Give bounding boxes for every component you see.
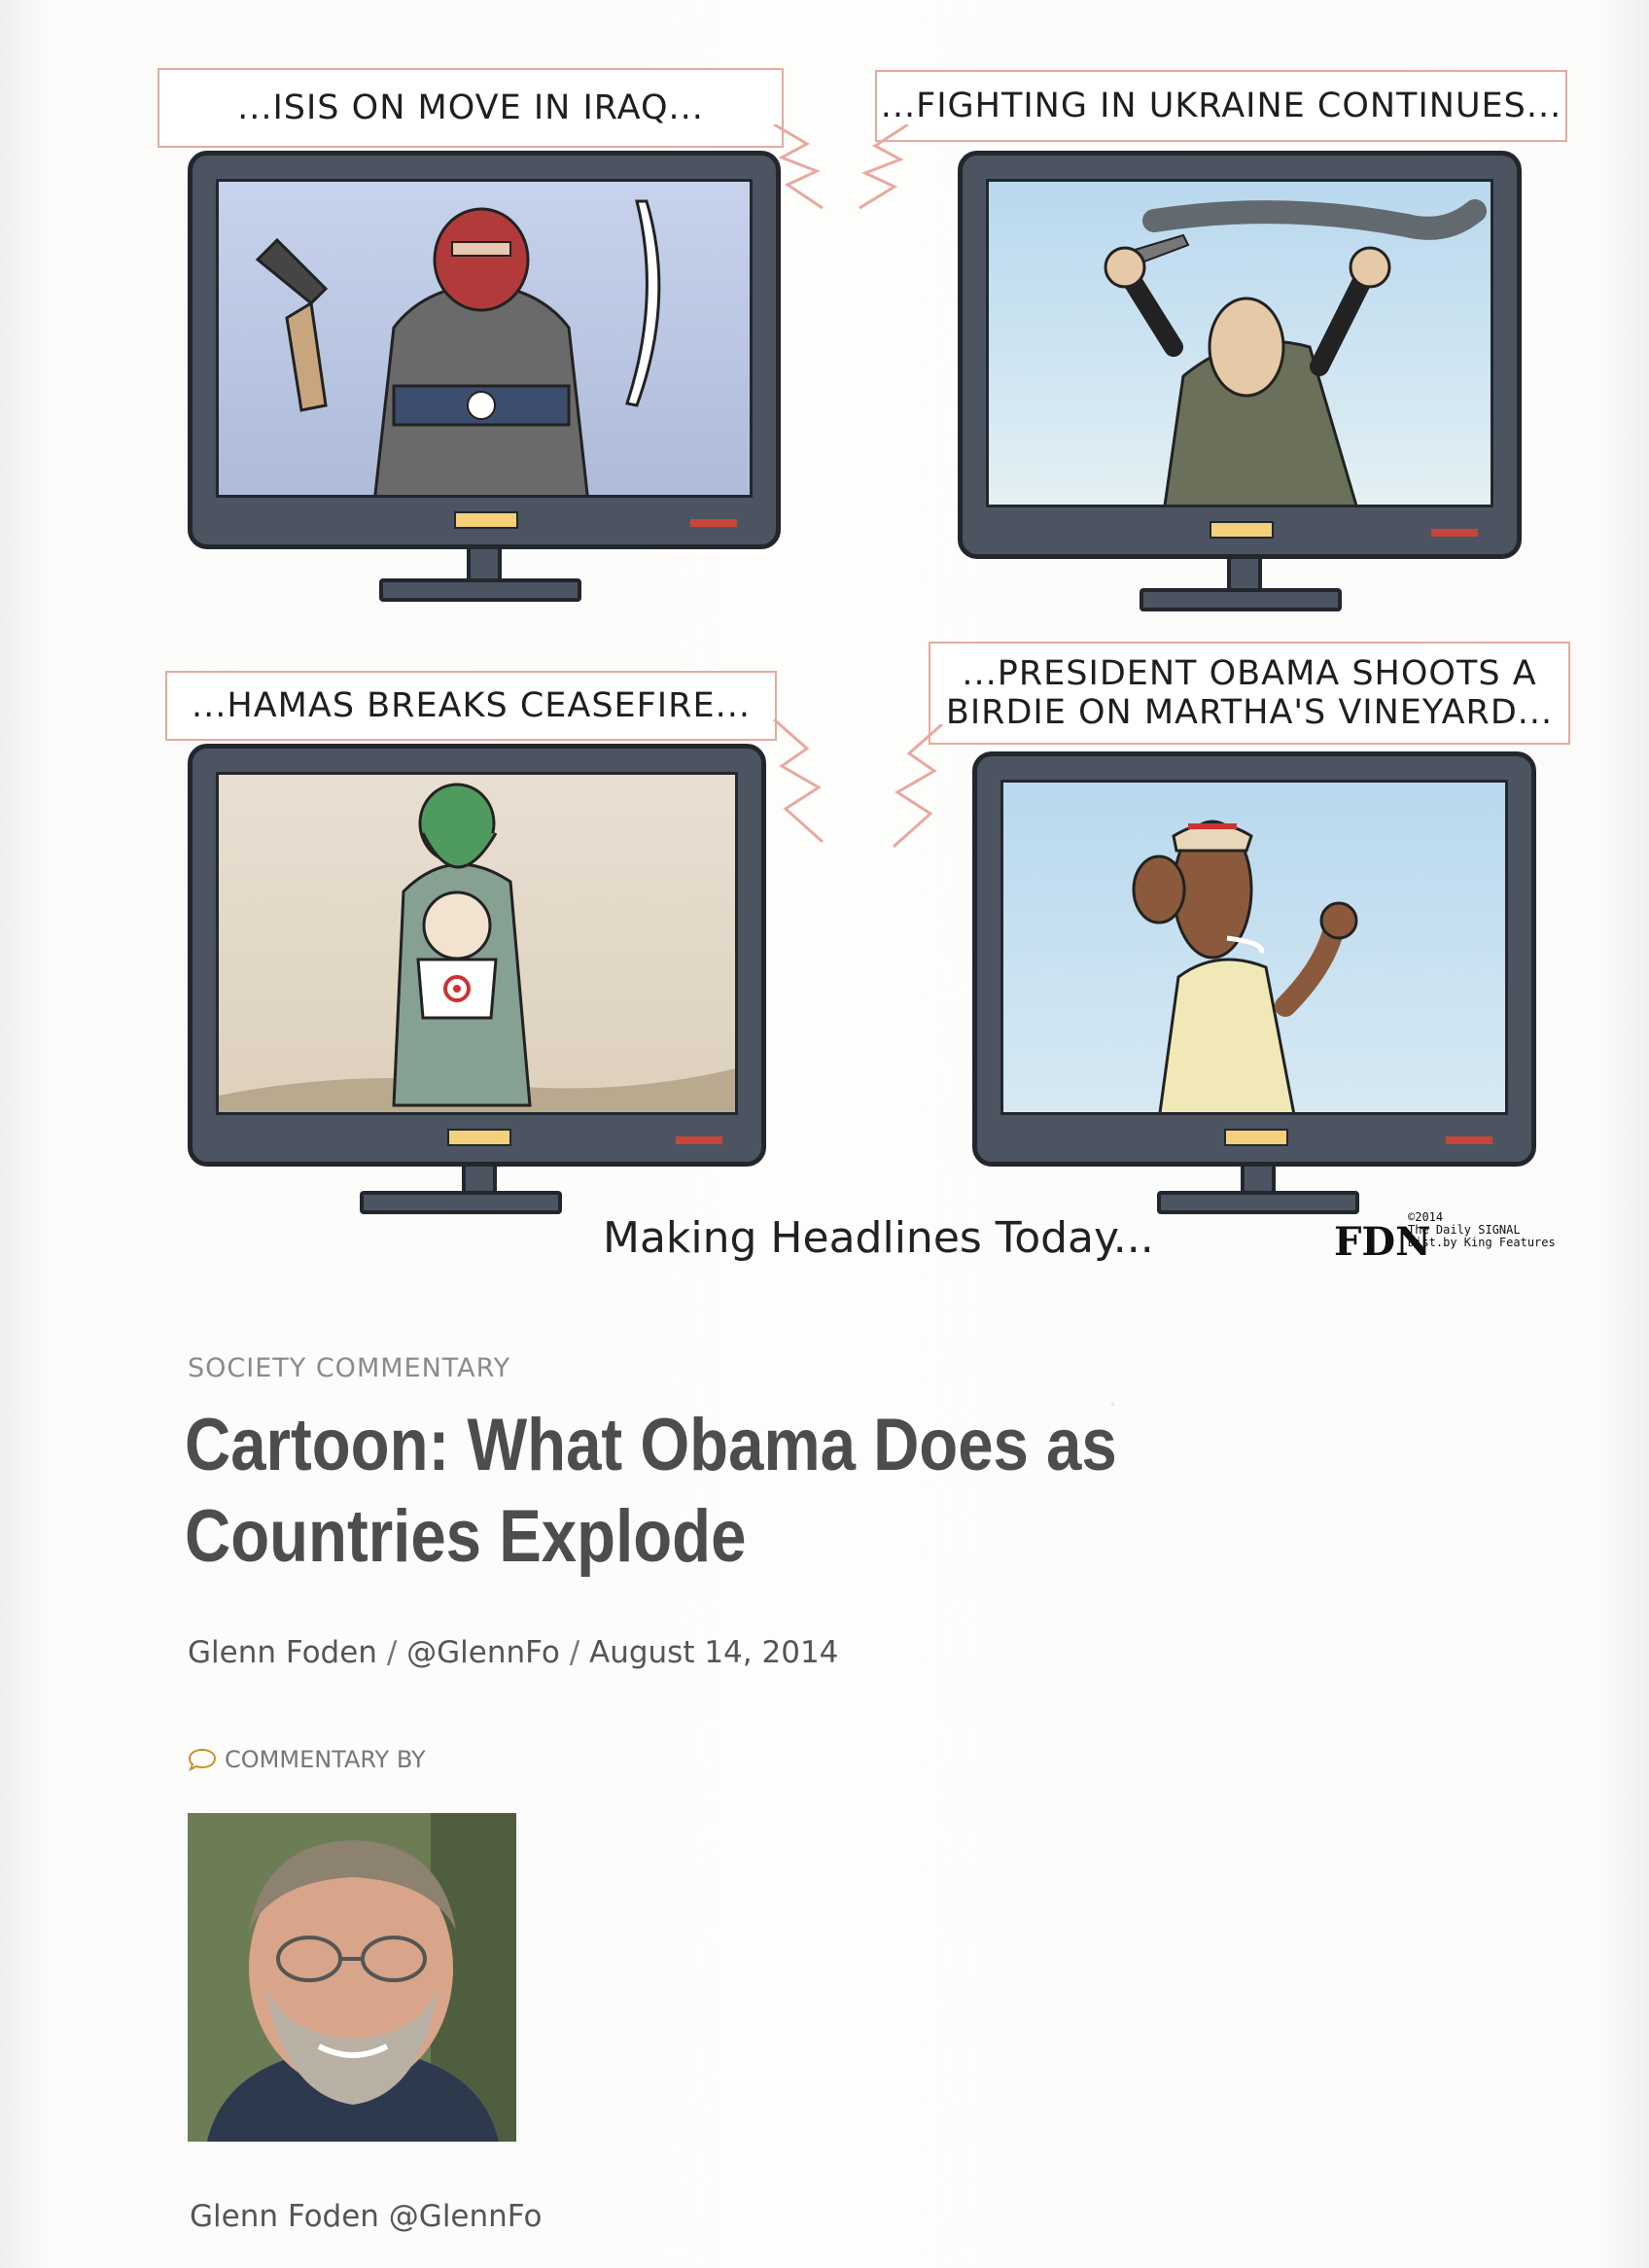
author-card-name[interactable]: Glenn Foden @GlennFo xyxy=(190,2199,543,2234)
article-title: Cartoon: What Obama Does as Countries Explode xyxy=(185,1404,1117,1578)
lightning-icon xyxy=(768,719,826,846)
separator: / xyxy=(386,1635,398,1670)
author-link[interactable]: Glenn Foden xyxy=(188,1635,377,1670)
brand-badge xyxy=(676,1136,722,1144)
tv-stand xyxy=(1157,1191,1359,1214)
tv-stand xyxy=(1140,588,1342,611)
tv-frame xyxy=(958,151,1522,559)
cartoon-caption: Making Headlines Today... xyxy=(603,1213,1154,1263)
credit-line: The Daily SIGNAL xyxy=(1408,1223,1521,1238)
commentary-label-text: COMMENTARY BY xyxy=(225,1746,426,1773)
power-led xyxy=(1224,1129,1288,1146)
speech-bubble-icon xyxy=(188,1748,217,1771)
tv-stand xyxy=(360,1191,562,1214)
lightning-icon xyxy=(856,124,914,212)
tv-screen xyxy=(216,179,753,498)
tv-frame xyxy=(188,151,781,549)
tv-screen xyxy=(216,772,738,1115)
tv-screen xyxy=(986,179,1493,507)
soldier-illustration xyxy=(989,182,1493,507)
panel-2-caption: ...FIGHTING IN UKRAINE CONTINUES... xyxy=(875,70,1567,142)
cartoonist-signature: FDN xyxy=(1334,1219,1431,1265)
lightning-icon xyxy=(890,724,948,851)
byline xyxy=(188,1635,838,1670)
power-led xyxy=(447,1129,511,1146)
panel-4-caption: ...PRESIDENT OBAMA SHOOTS A BIRDIE ON MARTHA'S VINEYARD... xyxy=(929,642,1570,745)
tv-screen xyxy=(1000,780,1508,1115)
author-photo xyxy=(188,1813,516,2142)
brand-badge xyxy=(1431,529,1478,537)
category-kicker[interactable]: SOCIETY COMMENTARY xyxy=(188,1353,511,1383)
power-led xyxy=(454,511,518,529)
cartoon-credit xyxy=(1408,1211,1556,1250)
brand-badge xyxy=(690,519,737,527)
commentary-by-label xyxy=(188,1746,426,1773)
twitter-handle-link[interactable]: @GlennFo xyxy=(406,1635,560,1670)
tv-stand xyxy=(379,578,581,602)
tv-neck xyxy=(1227,559,1262,588)
panel-3-tv xyxy=(188,744,766,1167)
avatar[interactable] xyxy=(188,1813,516,2142)
militant-illustration xyxy=(219,182,753,498)
panel-1-tv xyxy=(188,151,781,549)
obama-golf-illustration xyxy=(1003,783,1508,1115)
separator: / xyxy=(569,1635,580,1670)
panel-4-tv xyxy=(972,751,1536,1167)
bleed-through: . xyxy=(1108,1380,1117,1413)
panel-1-caption: ...ISIS ON MOVE IN IRAQ... xyxy=(158,68,784,148)
credit-line: Dist.by King Features xyxy=(1408,1236,1556,1250)
credit-line: ©2014 xyxy=(1408,1210,1444,1224)
publish-date: August 14, 2014 xyxy=(589,1635,839,1670)
brand-badge xyxy=(1446,1136,1492,1144)
tv-frame xyxy=(188,744,766,1167)
tv-frame xyxy=(972,751,1536,1167)
panel-2-tv xyxy=(958,151,1522,559)
panel-3-caption: ...HAMAS BREAKS CEASEFIRE... xyxy=(165,671,777,741)
hamas-illustration xyxy=(219,775,738,1115)
tv-neck xyxy=(467,549,502,578)
power-led xyxy=(1210,521,1274,539)
